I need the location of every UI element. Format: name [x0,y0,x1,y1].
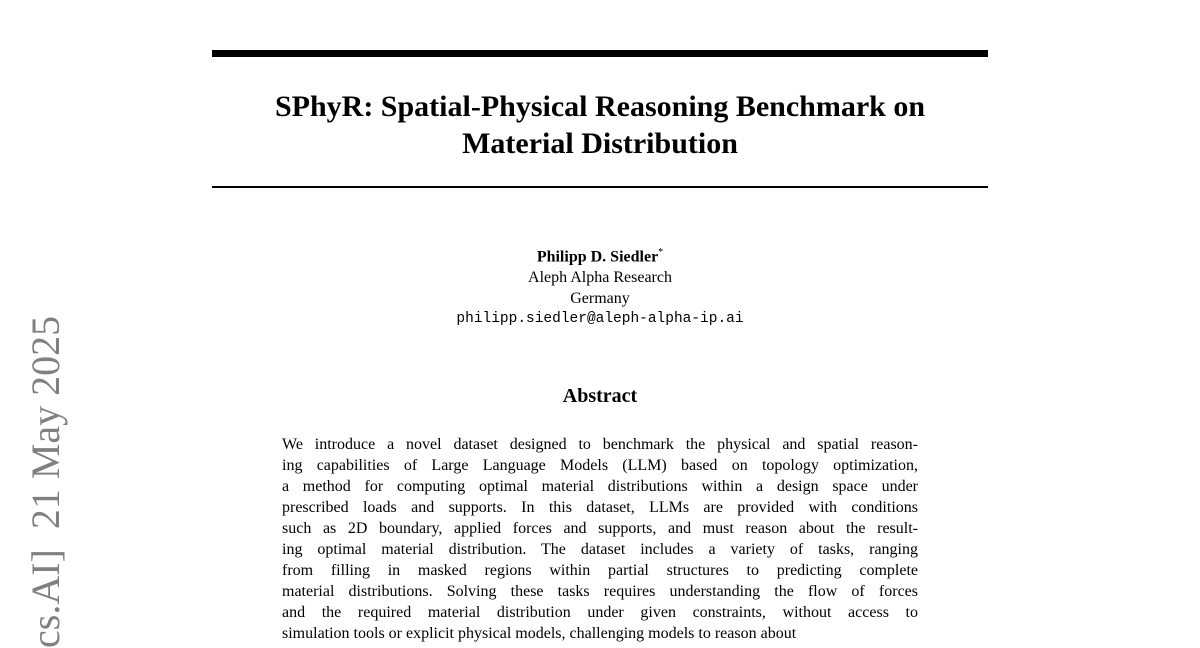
abstract-line: We introduce a novel dataset designed to benchmark the physical and spatial reason- [282,436,918,453]
abstract-line: a method for computing optimal material distributions within a design space under [282,478,918,495]
abstract-line: ing capabilities of Large Language Models (LLM) based on topology optimization, [282,457,918,474]
author-block [212,242,988,330]
abstract-line: from filling in masked regions within partial structures to predicting complete [282,562,918,579]
author-email: philipp.siedler@aleph-alpha-ip.ai [456,311,744,328]
arxiv-identifier-stamp: cs.AI] 21 May 2025 [23,315,68,648]
author-footnote-mark: * [658,247,664,258]
abstract-line: ing optimal material distribution. The dataset includes a variety of tasks, ranging [282,541,918,558]
abstract-line: and the required material distribution under given constraints, without access to [282,604,918,621]
abstract-heading: Abstract [562,385,638,407]
abstract-line: prescribed loads and supports. In this dataset, LLMs are provided with conditions [282,499,918,516]
title-top-rule [212,50,988,57]
author-name-line [212,242,988,267]
author-affiliation: Aleph Alpha Research [528,269,672,287]
abstract-body [282,434,918,644]
paper-title [212,88,988,162]
author-country: Germany [570,290,630,308]
abstract-line: simulation tools or explicit physical models, challenging models to reason about [282,625,797,642]
abstract-line: such as 2D boundary, applied forces and supports, and must reason about the result- [282,520,918,537]
title-bottom-rule [212,186,988,188]
author-name: Philipp D. Siedler [536,248,659,266]
paper-title-line-2: Material Distribution [462,127,738,160]
abstract-line: material distributions. Solving these tasks requires understanding the flow of forces [282,583,918,600]
paper-title-line-1: SPhyR: Spatial-Physical Reasoning Benchmark on [274,90,926,123]
